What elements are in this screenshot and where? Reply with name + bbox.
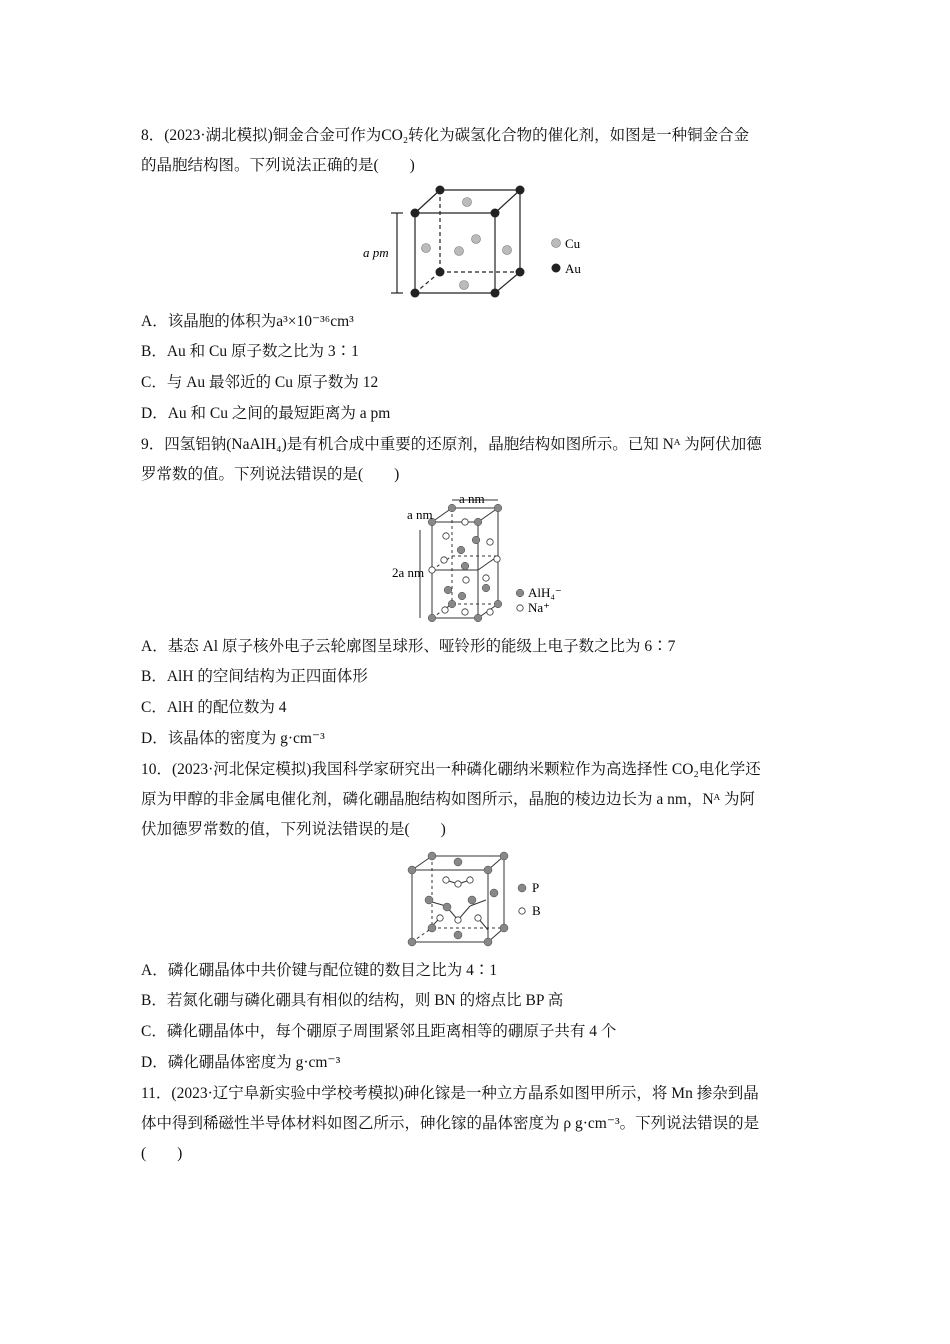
q8-option-b: B．Au 和 Cu 原子数之比为 3∶1 [141, 343, 359, 360]
q9-top-label: a nm [459, 491, 485, 506]
q11-stem-line1: 11．(2023·辽宁阜新实验中学校考模拟)砷化镓是一种立方晶系如图甲所示，将 Mn 掺杂到晶 [141, 1085, 759, 1102]
q9-stem-line2: 罗常数的值。下列说法错误的是( ) [141, 466, 400, 483]
q9-legend-alh4: AlH₄⁻ [528, 585, 562, 600]
q10-option-c: C．磷化硼晶体中，每个硼原子周围紧邻且距离相等的硼原子共有 4 个 [141, 1023, 617, 1040]
q8-stem-line2: 的晶胞结构图。下列说法正确的是( ) [141, 157, 415, 174]
q9-height-label: 2a nm [392, 565, 425, 580]
q10-legend-p: P [532, 880, 540, 895]
q10-legend-b: B [532, 903, 541, 918]
q10-option-d: D．磷化硼晶体密度为 g·cm⁻³ [141, 1054, 341, 1071]
q11-stem-line3: ( ) [141, 1145, 183, 1162]
q10-option-b: B．若氮化硼与磷化硼具有相似的结构，则 BN 的熔点比 BP 高 [141, 992, 564, 1009]
q10-stem-line3: 伏加德罗常数的值，下列说法错误的是( ) [141, 821, 446, 838]
q8-option-c: C．与 Au 最邻近的 Cu 原子数为 12 [141, 374, 379, 391]
q9-option-c: C．AlH 的配位数为 4 [141, 699, 287, 716]
q9-option-d: D．该晶体的密度为 g·cm⁻³ [141, 730, 325, 747]
q9-depth-label: a nm [407, 507, 433, 522]
q11-stem-line2: 体中得到稀磁性半导体材料如图乙所示，砷化镓的晶体密度为 ρ g·cm⁻³。下列说法错误的是 [141, 1115, 760, 1132]
q8-side-label: a pm [363, 245, 389, 260]
q8-legend-cu: Cu [565, 236, 581, 251]
q9-legend-na: Na⁺ [528, 600, 551, 615]
q8-option-d: D．Au 和 Cu 之间的最短距离为 a pm [141, 405, 391, 422]
q10-bp-cell-figure [400, 848, 560, 950]
q9-naalh4-cell-figure [390, 490, 600, 625]
q8-cuau-cell-figure [360, 183, 600, 303]
q9-option-a: A．基态 Al 原子核外电子云轮廓图呈球形、哑铃形的能级上电子数之比为 6∶7 [141, 638, 676, 655]
q8-stem-line1: 8．(2023·湖北模拟)铜金合金可作为CO₂转化为碳氢化合物的催化剂，如图是一种铜金合金 [141, 127, 750, 144]
q8-option-a: A．该晶胞的体积为a³×10⁻³⁶cm³ [141, 313, 354, 330]
q10-stem-line2: 原为甲醇的非金属电催化剂，磷化硼晶胞结构如图所示，晶胞的棱边边长为 a nm，Nᴬ 为阿 [141, 791, 756, 808]
q9-option-b: B．AlH 的空间结构为正四面体形 [141, 668, 368, 685]
q9-stem-line1: 9．四氢铝钠(NaAlH₄)是有机合成中重要的还原剂，晶胞结构如图所示。已知 Nᴬ 为阿伏加德 [141, 436, 762, 453]
q10-stem-line1: 10．(2023·河北保定模拟)我国科学家研究出一种磷化硼纳米颗粒作为高选择性 CO₂电化学还 [141, 761, 761, 778]
q8-legend-au: Au [565, 261, 581, 276]
q10-option-a: A．磷化硼晶体中共价键与配位键的数目之比为 4∶1 [141, 962, 498, 979]
